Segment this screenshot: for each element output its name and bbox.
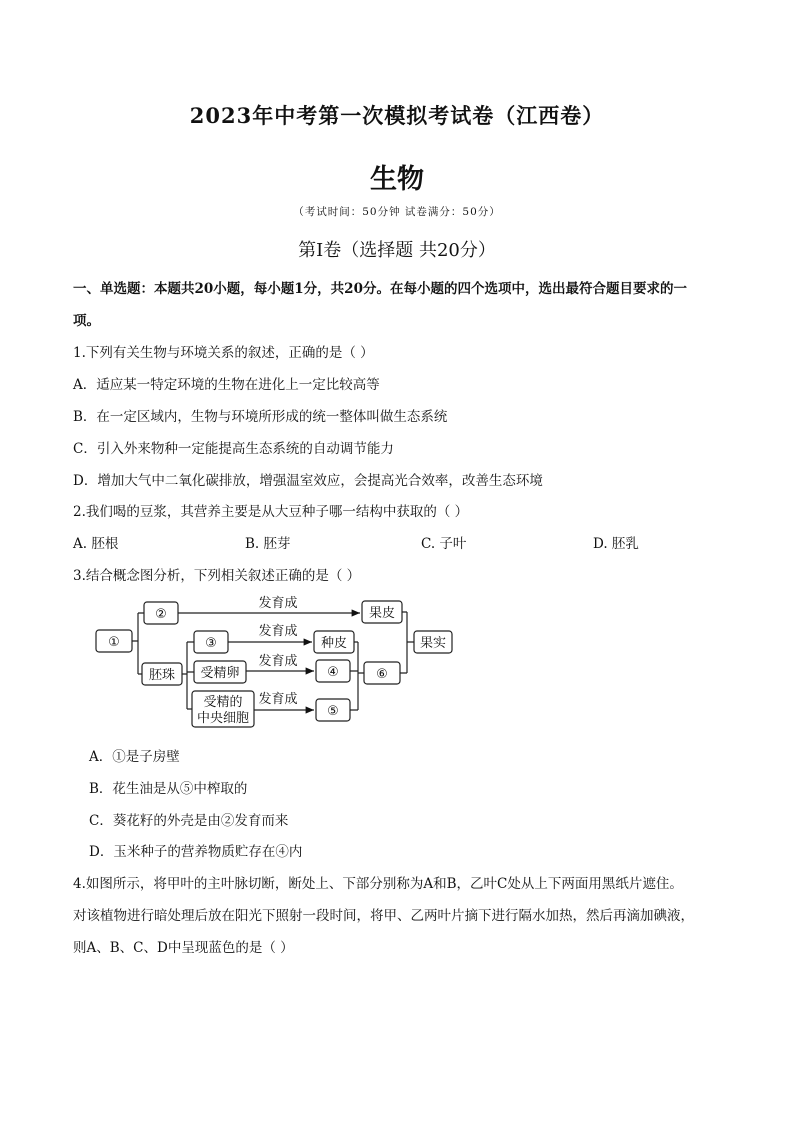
label-fruit: 果实 xyxy=(419,636,447,651)
label-1: ① xyxy=(108,635,120,650)
label-pericarp: 果皮 xyxy=(368,606,396,621)
q3-option-c: C．葵花籽的外壳是由②发育而来 xyxy=(89,813,289,829)
subject-title: 生物 xyxy=(370,164,424,195)
label-central-2: 中央细胞 xyxy=(196,711,250,726)
label-ovule: 胚珠 xyxy=(148,668,176,683)
label-4: ④ xyxy=(327,665,339,680)
label-seedcoat: 种皮 xyxy=(320,636,348,651)
q3-option-a: A．①是子房壁 xyxy=(89,749,180,765)
arrow-label-2: 发育成 xyxy=(258,624,298,639)
label-2: ② xyxy=(155,607,167,622)
q2-option-b: B. 胚芽 xyxy=(245,536,291,552)
q4-line-3: 则A、B、C、D中呈现蓝色的是（ ） xyxy=(73,940,294,956)
arrow-label-4: 发育成 xyxy=(258,692,298,707)
q2-option-a: A. 胚根 xyxy=(73,536,119,552)
q1-option-a: A．适应某一特定环境的生物在进化上一定比较高等 xyxy=(73,377,380,393)
arrow-label-1: 发育成 xyxy=(258,596,298,611)
q3-option-b: B．花生油是从⑤中榨取的 xyxy=(89,781,248,797)
q1-stem: 1.下列有关生物与环境关系的叙述，正确的是（ ） xyxy=(73,345,374,361)
label-zygote: 受精卵 xyxy=(200,666,240,681)
arrow-label-3: 发育成 xyxy=(258,654,298,669)
q2-option-d: D. 胚乳 xyxy=(593,536,639,552)
q3-stem: 3.结合概念图分析，下列相关叙述正确的是（ ） xyxy=(73,568,361,584)
q2-stem: 2.我们喝的豆浆，其营养主要是从大豆种子哪一结构中获取的（ ） xyxy=(73,504,469,520)
q4-line-2: 对该植物进行暗处理后放在阳光下照射一段时间，将甲、乙两叶片摘下进行隔水加热，然后再滴加碘液， xyxy=(73,908,694,924)
q2-option-c: C. 子叶 xyxy=(421,536,467,552)
q3-option-d: D．玉米种子的营养物质贮存在④内 xyxy=(89,844,303,860)
section-title: 第Ⅰ卷（选择题 共20分） xyxy=(298,240,496,261)
exam-title: 2023年中考第一次模拟考试卷（江西卷） xyxy=(189,103,605,128)
q1-option-c: C．引入外来物种一定能提高生态系统的自动调节能力 xyxy=(73,441,394,457)
instructions-line-1: 一、单选题：本题共20小题，每小题1分，共20分。在每小题的四个选项中，选出最符合题目要求的一 xyxy=(73,281,687,297)
label-6: ⑥ xyxy=(376,667,388,682)
q1-option-b: B．在一定区域内，生物与环境所形成的统一整体叫做生态系统 xyxy=(73,409,448,425)
q4-line-1: 4.如图所示，将甲叶的主叶脉切断，断处上、下部分别称为A和B，乙叶C处从上下两面用黑纸片遮住。 xyxy=(73,876,683,892)
label-3: ③ xyxy=(205,636,217,651)
q1-option-d: D．增加大气中二氧化碳排放，增强温室效应，会提高光合效率，改善生态环境 xyxy=(73,473,543,489)
label-central-1: 受精的 xyxy=(203,695,243,710)
instructions-line-2: 项。 xyxy=(73,313,100,329)
exam-time-note: （考试时间：50分钟 试卷满分：50分） xyxy=(293,206,501,218)
label-5: ⑤ xyxy=(327,704,339,719)
